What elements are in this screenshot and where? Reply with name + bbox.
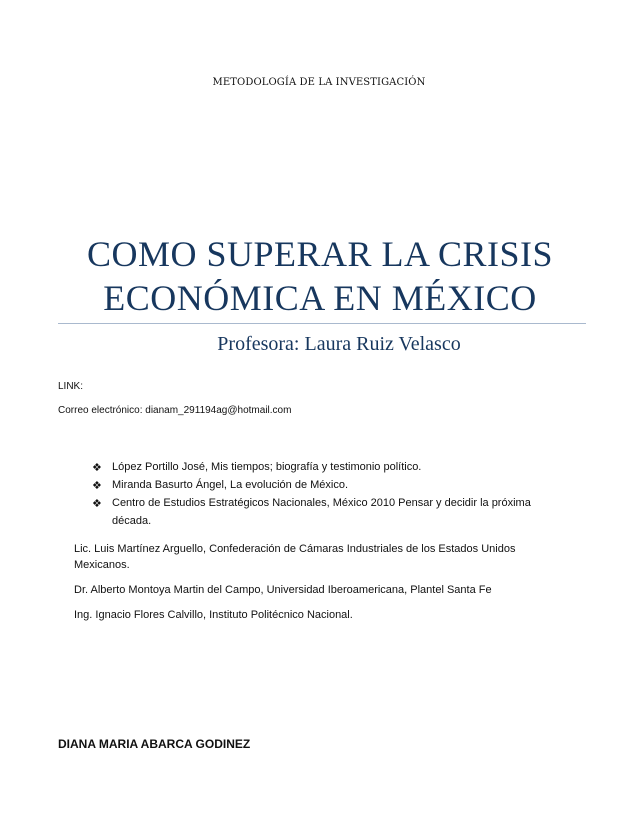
reference-item: Ing. Ignacio Flores Calvillo, Instituto Politécnico Nacional.	[74, 609, 353, 621]
list-item-text: López Portillo José, Mis tiempos; biografía y testimonio político.	[112, 461, 422, 473]
reference-item: Lic. Luis Martínez Arguello, Confederación de Cámaras Industriales de los Estados Unidos Mexicanos.	[74, 543, 516, 571]
title-line-1: COMO SUPERAR LA CRISIS	[86, 234, 554, 274]
email-line: Correo electrónico: dianam_291194ag@hotmail.com	[58, 405, 292, 416]
professor-name: Profesora: Laura Ruiz Velasco	[217, 333, 461, 355]
document-title	[40, 232, 600, 320]
list-item	[92, 476, 572, 494]
page-header: METODOLOGÍA DE LA INVESTIGACIÓN	[212, 77, 426, 88]
bibliography-list	[92, 458, 572, 530]
title-divider	[58, 323, 586, 324]
list-item-text: Centro de Estudios Estratégicos Nacionales, México 2010 Pensar y decidir la próxima década.	[112, 497, 531, 527]
list-item	[92, 494, 572, 530]
list-item-text: Miranda Basurto Ángel, La evolución de México.	[112, 479, 349, 491]
references-block	[74, 541, 574, 632]
diamond-bullet-icon: ❖	[92, 497, 102, 510]
diamond-bullet-icon: ❖	[92, 479, 102, 492]
title-line-2: ECONÓMICA EN MÉXICO	[103, 278, 537, 318]
author-name: DIANA MARIA ABARCA GODINEZ	[58, 737, 251, 751]
reference-item: Dr. Alberto Montoya Martin del Campo, Universidad Iberoamericana, Plantel Santa Fe	[74, 584, 492, 596]
diamond-bullet-icon: ❖	[92, 461, 102, 474]
link-label: LINK:	[58, 381, 84, 392]
list-item	[92, 458, 572, 476]
